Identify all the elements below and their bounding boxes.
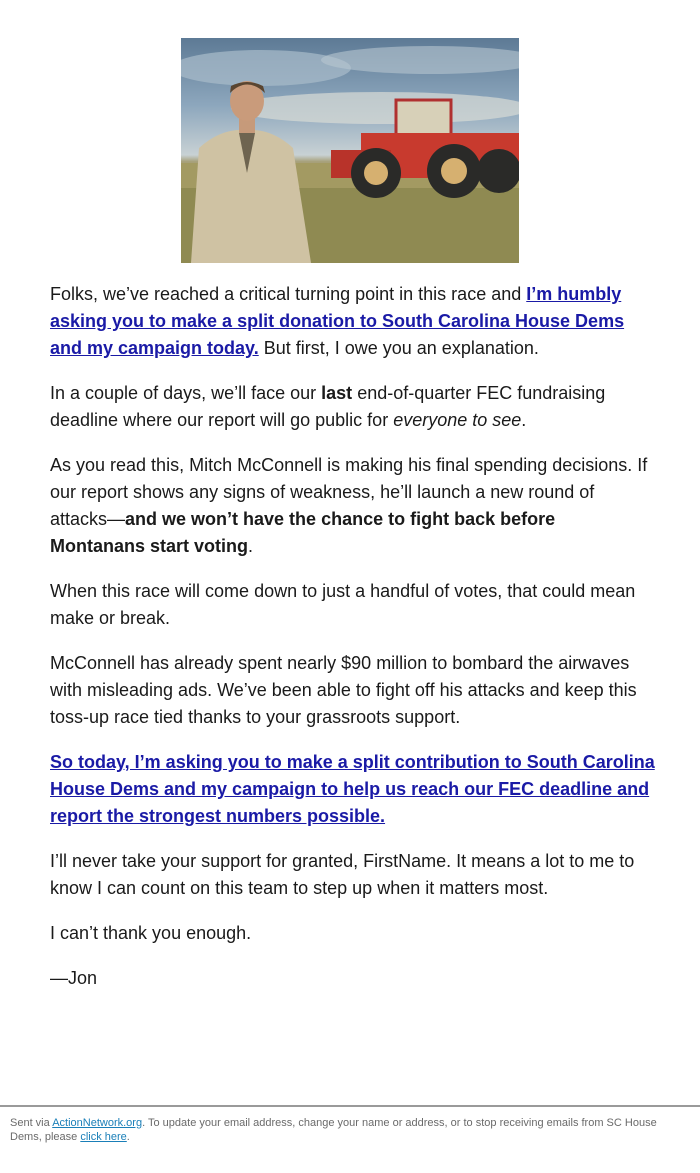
paragraph-deadline: In a couple of days, we’ll face our last end-of-quarter FEC fundraising deadline where our report will go public for everyone to see. xyxy=(50,383,606,430)
paragraph-intro: Folks, we’ve reached a critical turning point in this race and I’m humbly asking you to make a split donation to South Carolina House Dems and my campaign today. But first, I owe you an explanation. xyxy=(50,284,625,358)
hero-image xyxy=(181,38,519,263)
paragraph-airwaves: McConnell has already spent nearly $90 million to bombard the airwaves with misleading ads. We’ve been able to fight off his attacks and keep this toss-up race tied thanks to your grassroots support. xyxy=(50,653,637,727)
signature: —Jon xyxy=(50,968,98,988)
email-footer: Sent via ActionNetwork.org. To update your email address, change your name or address, or to stop receiving emails from SC House Dems, please click here. xyxy=(10,1117,657,1143)
paragraph-thanks: I can’t thank you enough. xyxy=(50,923,252,943)
unsubscribe-link[interactable]: click here xyxy=(80,1131,127,1143)
paragraph-support: I’ll never take your support for granted, FirstName. It means a lot to me to know I can count on this team to step up when it matters most. xyxy=(50,851,635,898)
paragraph-cta xyxy=(50,749,655,830)
actionnetwork-link[interactable]: ActionNetwork.org xyxy=(52,1117,143,1129)
paragraph-mcconnell: As you read this, Mitch McConnell is making his final spending decisions. If our report shows any signs of weakness, he’ll launch a new round of attacks—and we won’t have the chance to fight back before Montanans start voting. xyxy=(50,455,648,556)
footer-divider xyxy=(0,1105,700,1107)
donate-link-split-donation[interactable]: I’m humbly asking you to make a split donation to South Carolina House Dems and my campaign today. xyxy=(50,284,625,358)
paragraph-votes: When this race will come down to just a handful of votes, that could mean make or break. xyxy=(50,581,636,628)
donate-link-split-contribution[interactable]: So today, I’m asking you to make a split contribution to South Carolina House Dems and my campaign to help us reach our FEC deadline and report the strongest numbers possible. xyxy=(50,752,655,826)
letter-body xyxy=(50,281,655,1010)
